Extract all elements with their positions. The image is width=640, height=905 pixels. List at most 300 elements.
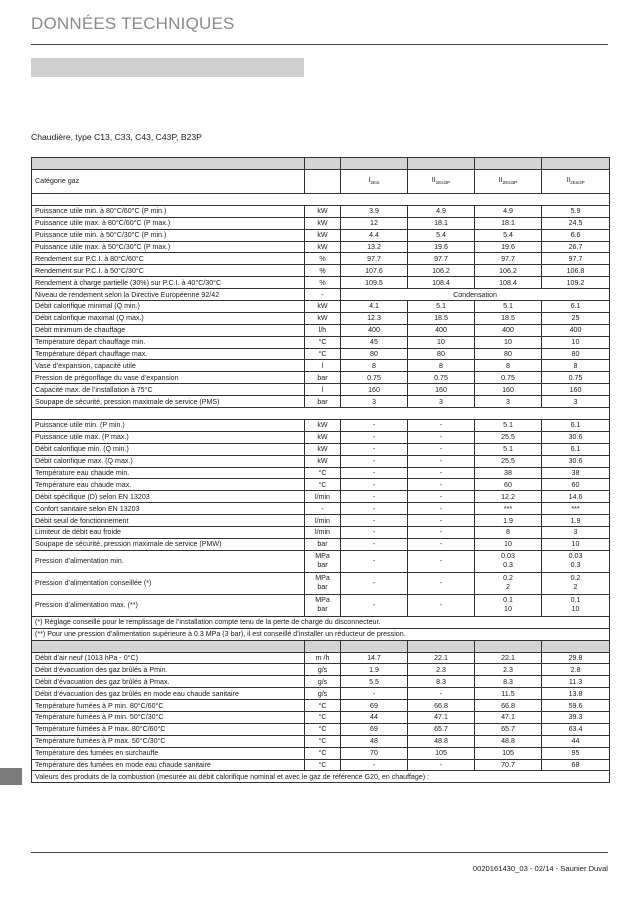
value-cell: 8 <box>475 527 542 539</box>
value-cell: 59.6 <box>542 700 610 712</box>
value-cell: 70 <box>341 747 408 759</box>
value-cell: 47.1 <box>408 711 475 723</box>
row-unit: °C <box>305 735 341 747</box>
value-cell: 3 <box>542 527 610 539</box>
table-row <box>32 700 610 712</box>
table-row <box>32 372 610 384</box>
value-cell: 68 <box>542 759 610 771</box>
row-label: Niveau de rendement selon la Directive Européenne 92/42 <box>32 289 305 301</box>
value-cell: - <box>408 527 475 539</box>
band-cell <box>341 158 408 170</box>
table-row <box>32 711 610 723</box>
unit-mpa: MPa <box>315 551 330 560</box>
value-cell: 108.4 <box>475 277 542 289</box>
value-cell: 70.7 <box>475 759 542 771</box>
row-unit: kW <box>305 443 341 455</box>
row-label: Limiteur de débit eau froide <box>32 527 305 539</box>
value-mpa: 0.03 <box>568 551 583 560</box>
row-unit: l/min <box>305 527 341 539</box>
value-cell: 5.1 <box>475 420 542 432</box>
value-cell: - <box>408 688 475 700</box>
gas-category-unit <box>305 169 341 193</box>
table-row <box>32 312 610 324</box>
value-cell: 8 <box>475 360 542 372</box>
value-cell: 65.7 <box>408 723 475 735</box>
value-cell: 4.9 <box>475 205 542 217</box>
value-cell: 97.7 <box>542 253 610 265</box>
value-cell: 60 <box>475 479 542 491</box>
value-cell: 2.3 <box>408 664 475 676</box>
value-cell: 38 <box>542 467 610 479</box>
row-unit: kW <box>305 420 341 432</box>
value-cell: 1.9 <box>542 515 610 527</box>
row-label: Soupape de sécurité, pression maximale de service (PMS) <box>32 396 305 408</box>
table-row <box>32 759 610 771</box>
value-cell: 5.4 <box>408 229 475 241</box>
gas-category-label: Catégorie gaz <box>32 169 305 193</box>
row-unit: °C <box>305 467 341 479</box>
value-line: - <box>372 578 376 587</box>
spacer-row <box>32 193 610 205</box>
row-label: Confort sanitaire selon EN 13203 <box>32 503 305 515</box>
value-bar: 0.3 <box>570 561 581 570</box>
value-cell: 105 <box>475 747 542 759</box>
row-label: Débit calorifique minimal (Q min.) <box>32 301 305 313</box>
row-label: Température fumées à P max. 80°C/60°C <box>32 723 305 735</box>
row-unit <box>305 572 341 594</box>
value-cell: 44 <box>341 711 408 723</box>
value-cell <box>475 572 542 594</box>
note-row <box>32 628 610 640</box>
value-cell: 5.1 <box>475 443 542 455</box>
table-row <box>32 420 610 432</box>
value-cell: 109.5 <box>341 277 408 289</box>
row-unit: °C <box>305 759 341 771</box>
value-cell: 3.9 <box>341 205 408 217</box>
row-label: Température fumées à P min. 50°C/30°C <box>32 711 305 723</box>
value-bar: 2 <box>573 583 578 592</box>
row-label: Vase d’expansion, capacité utile <box>32 360 305 372</box>
value-cell: 29.8 <box>542 652 610 664</box>
table-row <box>32 550 610 572</box>
value-cell: - <box>341 491 408 503</box>
value-cell: - <box>341 759 408 771</box>
value-cell: 106.2 <box>475 265 542 277</box>
value-cell: 30.6 <box>542 431 610 443</box>
value-cell: 160 <box>542 384 610 396</box>
value-cell <box>341 572 408 594</box>
value-cell: 65.7 <box>475 723 542 735</box>
table-row <box>32 431 610 443</box>
row-label: Débit spécifique (D) selon EN 13203 <box>32 491 305 503</box>
row-label: Débit d’évacuation des gaz brûlés en mode eau chaude sanitaire <box>32 688 305 700</box>
footer-reference: 0020161430_03 - 02/14 - Saunier Duval <box>472 864 608 873</box>
gas-category-code <box>432 176 450 188</box>
value-line: - <box>372 556 376 565</box>
value-cell: 12.3 <box>341 312 408 324</box>
row-unit: kW <box>305 455 341 467</box>
row-label: Rendement sur P.C.I. à 50°C/30°C <box>32 265 305 277</box>
value-cell: 22.1 <box>408 652 475 664</box>
value-cell: - <box>341 688 408 700</box>
gas-category-code <box>499 176 517 188</box>
value-cell: 109.2 <box>542 277 610 289</box>
gas-category-sub: 2Esi3P <box>570 179 585 185</box>
value-cell: 30.6 <box>542 455 610 467</box>
value-bar: 10 <box>504 605 512 614</box>
value-mpa: 0.1 <box>503 595 513 604</box>
row-unit: bar <box>305 372 341 384</box>
side-tab-marker <box>0 768 22 785</box>
value-line: - <box>439 556 443 565</box>
row-unit: kW <box>305 217 341 229</box>
flue-band-row <box>32 640 610 652</box>
value-cell: - <box>408 467 475 479</box>
value-cell: 19.6 <box>408 241 475 253</box>
row-unit: °C <box>305 348 341 360</box>
value-cell: 0.75 <box>542 372 610 384</box>
value-cell: 44 <box>542 735 610 747</box>
spacer-cell <box>32 408 610 420</box>
value-cell: 48.8 <box>475 735 542 747</box>
section-banner <box>31 58 304 77</box>
value-cell: 39.3 <box>542 711 610 723</box>
value-cell: 47.1 <box>475 711 542 723</box>
row-label: Puissance utile max. à 50°C/30°C (P max.) <box>32 241 305 253</box>
value-cell: 400 <box>408 324 475 336</box>
value-mpa: 0.1 <box>570 595 581 604</box>
row-label: Température eau chaude min. <box>32 467 305 479</box>
value-cell: 80 <box>408 348 475 360</box>
value-cell: 160 <box>341 384 408 396</box>
band-cell <box>408 640 475 652</box>
row-unit: g/s <box>305 688 341 700</box>
value-cell: 6.1 <box>542 301 610 313</box>
value-cell: 38 <box>475 467 542 479</box>
value-cell: 3 <box>408 396 475 408</box>
value-cell: 13.8 <box>542 688 610 700</box>
row-label: Débit d’évacuation des gaz brûlés à Pmin. <box>32 664 305 676</box>
row-unit: - <box>305 503 341 515</box>
value-cell: - <box>341 443 408 455</box>
gas-category-code <box>566 176 584 188</box>
table-row <box>32 723 610 735</box>
unit-bar: bar <box>317 583 328 592</box>
row-label: Débit calorifique maximal (Q max.) <box>32 312 305 324</box>
value-cell: 6.6 <box>542 229 610 241</box>
gas-category-cell <box>408 169 475 193</box>
value-cell: 24.5 <box>542 217 610 229</box>
value-mpa: 0.2 <box>570 573 581 582</box>
footnote: (*) Réglage conseillé pour le remplissage de l’installation compte tenu de la perte de charge du disconnecteur. <box>32 616 610 628</box>
row-label: Température eau chaude max. <box>32 479 305 491</box>
band-cell <box>32 640 305 652</box>
value-cell: 80 <box>341 348 408 360</box>
table-row <box>32 348 610 360</box>
value-cell: 14.6 <box>542 491 610 503</box>
value-cell: - <box>408 455 475 467</box>
value-cell: 2.3 <box>475 664 542 676</box>
value-cell: 4.9 <box>408 205 475 217</box>
table-row <box>32 229 610 241</box>
value-cell <box>542 550 610 572</box>
row-label: Soupape de sécurité, pression maximale de service (PMW) <box>32 538 305 550</box>
row-label: Rendement sur P.C.I. à 80°C/60°C <box>32 253 305 265</box>
value-cell: 3 <box>475 396 542 408</box>
value-cell: 63.4 <box>542 723 610 735</box>
table-row <box>32 384 610 396</box>
gas-category-row <box>32 169 610 193</box>
row-label: Débit calorifique max. (Q max.) <box>32 455 305 467</box>
row-unit: % <box>305 265 341 277</box>
table-row <box>32 253 610 265</box>
row-unit: °C <box>305 336 341 348</box>
row-label: Débit d’évacuation des gaz brûlés à Pmax. <box>32 676 305 688</box>
table-row <box>32 217 610 229</box>
row-unit <box>305 594 341 616</box>
value-cell: 8.3 <box>475 676 542 688</box>
value-cell: 0.75 <box>475 372 542 384</box>
row-unit: °C <box>305 700 341 712</box>
gas-category-code <box>369 176 380 188</box>
row-label: Température des fumées en surchauffe <box>32 747 305 759</box>
row-label: Température départ chauffage min. <box>32 336 305 348</box>
table-row <box>32 289 610 301</box>
gas-category-cell <box>542 169 610 193</box>
band-cell <box>305 158 341 170</box>
row-label: Pression d’alimentation min. <box>32 550 305 572</box>
value-bar: 2 <box>506 583 510 592</box>
row-label: Débit calorifique min. (Q min.) <box>32 443 305 455</box>
row-unit: °C <box>305 723 341 735</box>
value-cell: 6.1 <box>542 420 610 432</box>
unit-mpa: MPa <box>315 573 330 582</box>
value-cell: 69 <box>341 700 408 712</box>
gas-category-sub: 2Esi <box>370 179 380 185</box>
value-cell: - <box>408 420 475 432</box>
row-unit: kW <box>305 241 341 253</box>
unit-bar: bar <box>317 561 328 570</box>
value-cell: 10 <box>475 538 542 550</box>
value-cell: 18.5 <box>475 312 542 324</box>
row-label: Débit seuil de fonctionnement <box>32 515 305 527</box>
value-cell: - <box>341 515 408 527</box>
value-cell: - <box>408 479 475 491</box>
row-label: Pression d’alimentation max. (**) <box>32 594 305 616</box>
row-label: Température des fumées en mode eau chaude sanitaire <box>32 759 305 771</box>
value-cell: 26.7 <box>542 241 610 253</box>
technical-data-table <box>31 157 610 783</box>
value-cell: *** <box>542 503 610 515</box>
value-cell: 160 <box>408 384 475 396</box>
value-cell: 12 <box>341 217 408 229</box>
value-cell: 45 <box>341 336 408 348</box>
row-unit: % <box>305 253 341 265</box>
table-row <box>32 491 610 503</box>
table-row <box>32 594 610 616</box>
row-unit: g/s <box>305 664 341 676</box>
gas-category-cell <box>475 169 542 193</box>
value-line: - <box>439 600 443 609</box>
value-cell: - <box>408 503 475 515</box>
band-cell <box>408 158 475 170</box>
value-cell: 8.3 <box>408 676 475 688</box>
value-cell <box>475 550 542 572</box>
value-cell: - <box>341 431 408 443</box>
combustion-note-row <box>32 771 610 783</box>
boiler-type-caption: Chaudière, type C13, C33, C43, C43P, B23P <box>31 132 202 142</box>
value-cell: 5.1 <box>408 301 475 313</box>
value-bar: 10 <box>571 605 580 614</box>
table-row <box>32 747 610 759</box>
row-label: Température départ chauffage max. <box>32 348 305 360</box>
row-label: Puissance utile min. à 80°C/60°C (P min.) <box>32 205 305 217</box>
table-row <box>32 676 610 688</box>
value-cell: 25.5 <box>475 455 542 467</box>
row-unit: l <box>305 384 341 396</box>
value-cell: 12.2 <box>475 491 542 503</box>
value-cell: 13.2 <box>341 241 408 253</box>
unit-mpa: MPa <box>315 595 330 604</box>
value-cell: - <box>408 538 475 550</box>
value-cell: 400 <box>542 324 610 336</box>
value-cell: *** <box>475 503 542 515</box>
row-unit: kW <box>305 431 341 443</box>
row-unit: bar <box>305 538 341 550</box>
value-cell: 5.4 <box>475 229 542 241</box>
value-cell <box>408 572 475 594</box>
value-cell: - <box>341 467 408 479</box>
table-row <box>32 301 610 313</box>
value-cell: 18.5 <box>408 312 475 324</box>
value-cell <box>341 550 408 572</box>
value-cell: 1.9 <box>475 515 542 527</box>
band-cell <box>542 158 610 170</box>
table-row <box>32 277 610 289</box>
value-mpa: 0.2 <box>503 573 513 582</box>
gas-category-sub: 2Esi3P <box>435 179 451 185</box>
value-cell <box>341 594 408 616</box>
table-row <box>32 467 610 479</box>
gas-category-sub: 2Esi3P <box>502 179 518 185</box>
value-cell: 25 <box>542 312 610 324</box>
footnote: (**) Pour une pression d’alimentation supérieure à 0.3 MPa (3 bar), il est conseillé d’installer un réducteur de pression. <box>32 628 610 640</box>
value-cell: 48 <box>341 735 408 747</box>
value-cell: - <box>341 503 408 515</box>
value-cell <box>475 594 542 616</box>
value-cell: 60 <box>542 479 610 491</box>
value-cell: 11.3 <box>542 676 610 688</box>
value-cell: - <box>408 515 475 527</box>
value-cell: 2.8 <box>542 664 610 676</box>
gas-category-cell <box>341 169 408 193</box>
value-line: - <box>372 600 376 609</box>
band-cell <box>475 158 542 170</box>
row-unit: % <box>305 277 341 289</box>
band-cell <box>305 640 341 652</box>
value-cell: 95 <box>542 747 610 759</box>
row-unit: kW <box>305 229 341 241</box>
table-row <box>32 572 610 594</box>
page-title: DONNÉES TECHNIQUES <box>31 14 235 33</box>
value-bar: 0.3 <box>503 561 513 570</box>
value-cell: 10 <box>475 336 542 348</box>
value-cell: 105 <box>408 747 475 759</box>
table-row <box>32 664 610 676</box>
value-cell: 10 <box>542 538 610 550</box>
value-cell: - <box>341 527 408 539</box>
row-unit: l/h <box>305 324 341 336</box>
value-cell <box>408 594 475 616</box>
table-row <box>32 443 610 455</box>
value-line: - <box>439 578 443 587</box>
value-cell: 160 <box>475 384 542 396</box>
value-cell: - <box>408 759 475 771</box>
value-cell: 4.1 <box>341 301 408 313</box>
band-cell <box>475 640 542 652</box>
value-cell: - <box>341 455 408 467</box>
value-cell: - <box>408 431 475 443</box>
value-cell: - <box>341 479 408 491</box>
value-cell: 5.1 <box>475 301 542 313</box>
value-cell: 80 <box>475 348 542 360</box>
value-cell: 5.5 <box>341 676 408 688</box>
combustion-note: Valeurs des produits de la combustion (mesurée au débit calorifique nominal et avec le gaz de référence G20, en chauffage) : <box>32 771 610 783</box>
value-cell: 400 <box>475 324 542 336</box>
row-label: Pression de prégonflage du vase d’expansion <box>32 372 305 384</box>
value-cell: 400 <box>341 324 408 336</box>
value-cell: 1.9 <box>341 664 408 676</box>
value-cell: 6.1 <box>542 443 610 455</box>
table-row <box>32 688 610 700</box>
value-cell: 8 <box>542 360 610 372</box>
value-cell: 8 <box>341 360 408 372</box>
value-cell: 0.75 <box>408 372 475 384</box>
spacer-row <box>32 408 610 420</box>
value-cell: 106.2 <box>408 265 475 277</box>
value-cell <box>408 550 475 572</box>
value-cell: 10 <box>408 336 475 348</box>
row-label: Puissance utile min. (P min.) <box>32 420 305 432</box>
row-unit: l/min <box>305 491 341 503</box>
row-unit: kW <box>305 301 341 313</box>
value-cell: 66.8 <box>475 700 542 712</box>
value-cell <box>542 572 610 594</box>
row-unit: °C <box>305 747 341 759</box>
row-unit: - <box>305 289 341 301</box>
value-cell: - <box>341 420 408 432</box>
value-cell: 25.5 <box>475 431 542 443</box>
value-cell: 80 <box>542 348 610 360</box>
row-unit: l <box>305 360 341 372</box>
value-cell: - <box>408 443 475 455</box>
value-cell: 10 <box>542 336 610 348</box>
gas-category-main: I <box>368 176 371 184</box>
table-body <box>32 158 610 783</box>
value-cell: 108.4 <box>408 277 475 289</box>
table-row <box>32 455 610 467</box>
value-cell: 11.5 <box>475 688 542 700</box>
table-row <box>32 503 610 515</box>
title-divider <box>31 44 608 45</box>
value-cell: 66.8 <box>408 700 475 712</box>
value-cell: 107.6 <box>341 265 408 277</box>
value-cell: 97.7 <box>475 253 542 265</box>
note-row <box>32 616 610 628</box>
table-row <box>32 360 610 372</box>
gas-category-main: II <box>498 176 503 184</box>
row-unit: kW <box>305 312 341 324</box>
